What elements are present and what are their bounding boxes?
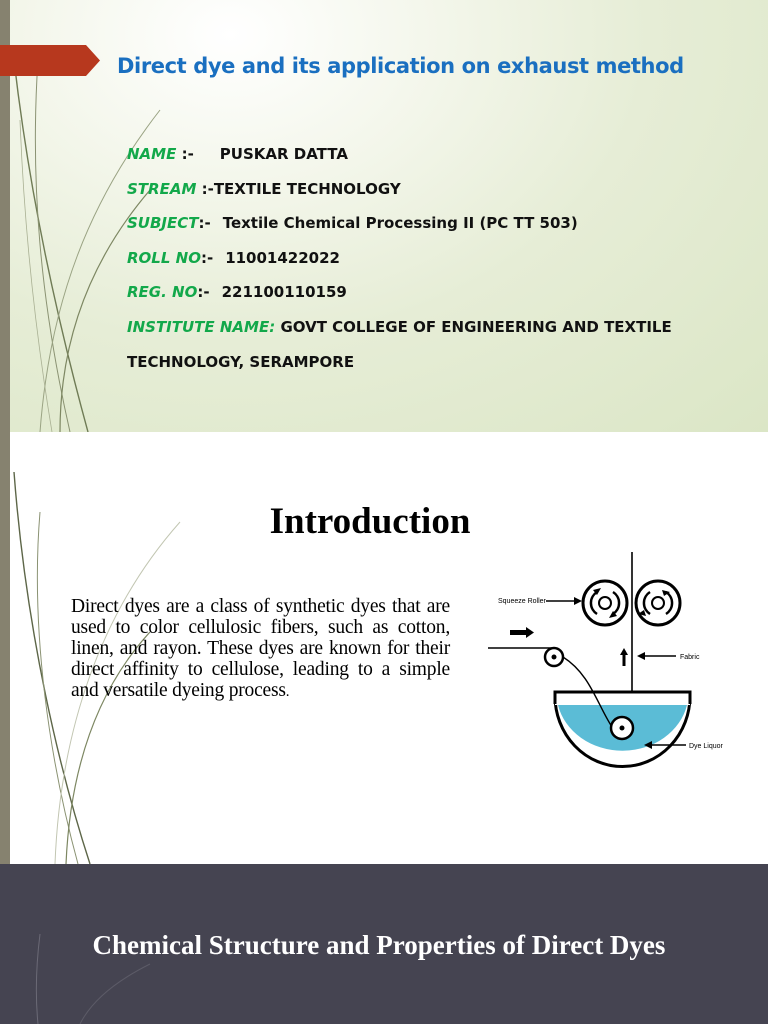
info-value: GOVT COLLEGE OF ENGINEERING AND TEXTILE bbox=[280, 317, 672, 336]
slide1-title: Direct dye and its application on exhaust method bbox=[117, 54, 684, 78]
info-row-subject bbox=[127, 209, 727, 244]
chemical-structure-slide bbox=[0, 864, 768, 1024]
info-value: TEXTILE TECHNOLOGY bbox=[213, 179, 401, 198]
introduction-body: Direct dyes are a class of synthetic dyes that are used to color cellulosic fibers, such as cotton, linen, and rayon. These dyes are known for their direct affinity to cellulose, leading to a simple and versatile dyeing process bbox=[71, 596, 450, 701]
squeeze-roller-label: Squeeze Roller bbox=[498, 598, 546, 605]
title-slide bbox=[0, 0, 768, 432]
info-separator: :- bbox=[198, 214, 211, 233]
student-info bbox=[127, 140, 727, 382]
left-accent-bar bbox=[0, 432, 10, 864]
introduction-period: . bbox=[285, 684, 290, 700]
info-separator: :- bbox=[196, 179, 214, 198]
info-separator: :- bbox=[197, 283, 210, 302]
info-row-name bbox=[127, 140, 727, 175]
info-row-reg bbox=[127, 278, 727, 313]
title-arrow-tag bbox=[0, 45, 100, 76]
padding-mangle-diagram bbox=[472, 544, 764, 782]
squeeze-roller-left bbox=[583, 581, 627, 625]
introduction-slide bbox=[0, 432, 768, 864]
info-label: ROLL NO bbox=[127, 248, 201, 267]
up-arrow-icon bbox=[623, 654, 626, 666]
info-label: SUBJECT bbox=[127, 214, 199, 233]
info-row-institute bbox=[127, 313, 727, 348]
info-value: PUSKAR DATTA bbox=[219, 145, 348, 163]
introduction-paragraph bbox=[71, 596, 450, 703]
info-separator: :- bbox=[200, 248, 214, 267]
introduction-heading: Introduction bbox=[269, 501, 471, 542]
slide3-heading: Chemical Structure and Properties of Direct Dyes bbox=[92, 930, 666, 960]
info-label: STREAM bbox=[127, 179, 197, 198]
info-value: 11001422022 bbox=[225, 248, 340, 267]
info-separator: :- bbox=[176, 145, 194, 163]
info-value: Textile Chemical Processing II (PC TT 503) bbox=[222, 214, 578, 233]
info-value: 221100110159 bbox=[221, 283, 347, 302]
info-row-roll bbox=[127, 244, 727, 279]
info-row-stream bbox=[127, 175, 727, 210]
info-label: NAME bbox=[127, 145, 177, 163]
fabric-label: Fabric bbox=[680, 654, 700, 661]
direction-arrow-icon bbox=[510, 630, 526, 635]
info-label: INSTITUTE NAME: bbox=[127, 317, 276, 336]
dye-liquor-label: Dye Liquor bbox=[689, 743, 723, 750]
info-value: TECHNOLOGY, SERAMPORE bbox=[127, 352, 355, 371]
info-label: REG. NO bbox=[127, 283, 198, 302]
squeeze-roller-right bbox=[636, 581, 680, 625]
info-row-institute-cont bbox=[127, 348, 727, 383]
